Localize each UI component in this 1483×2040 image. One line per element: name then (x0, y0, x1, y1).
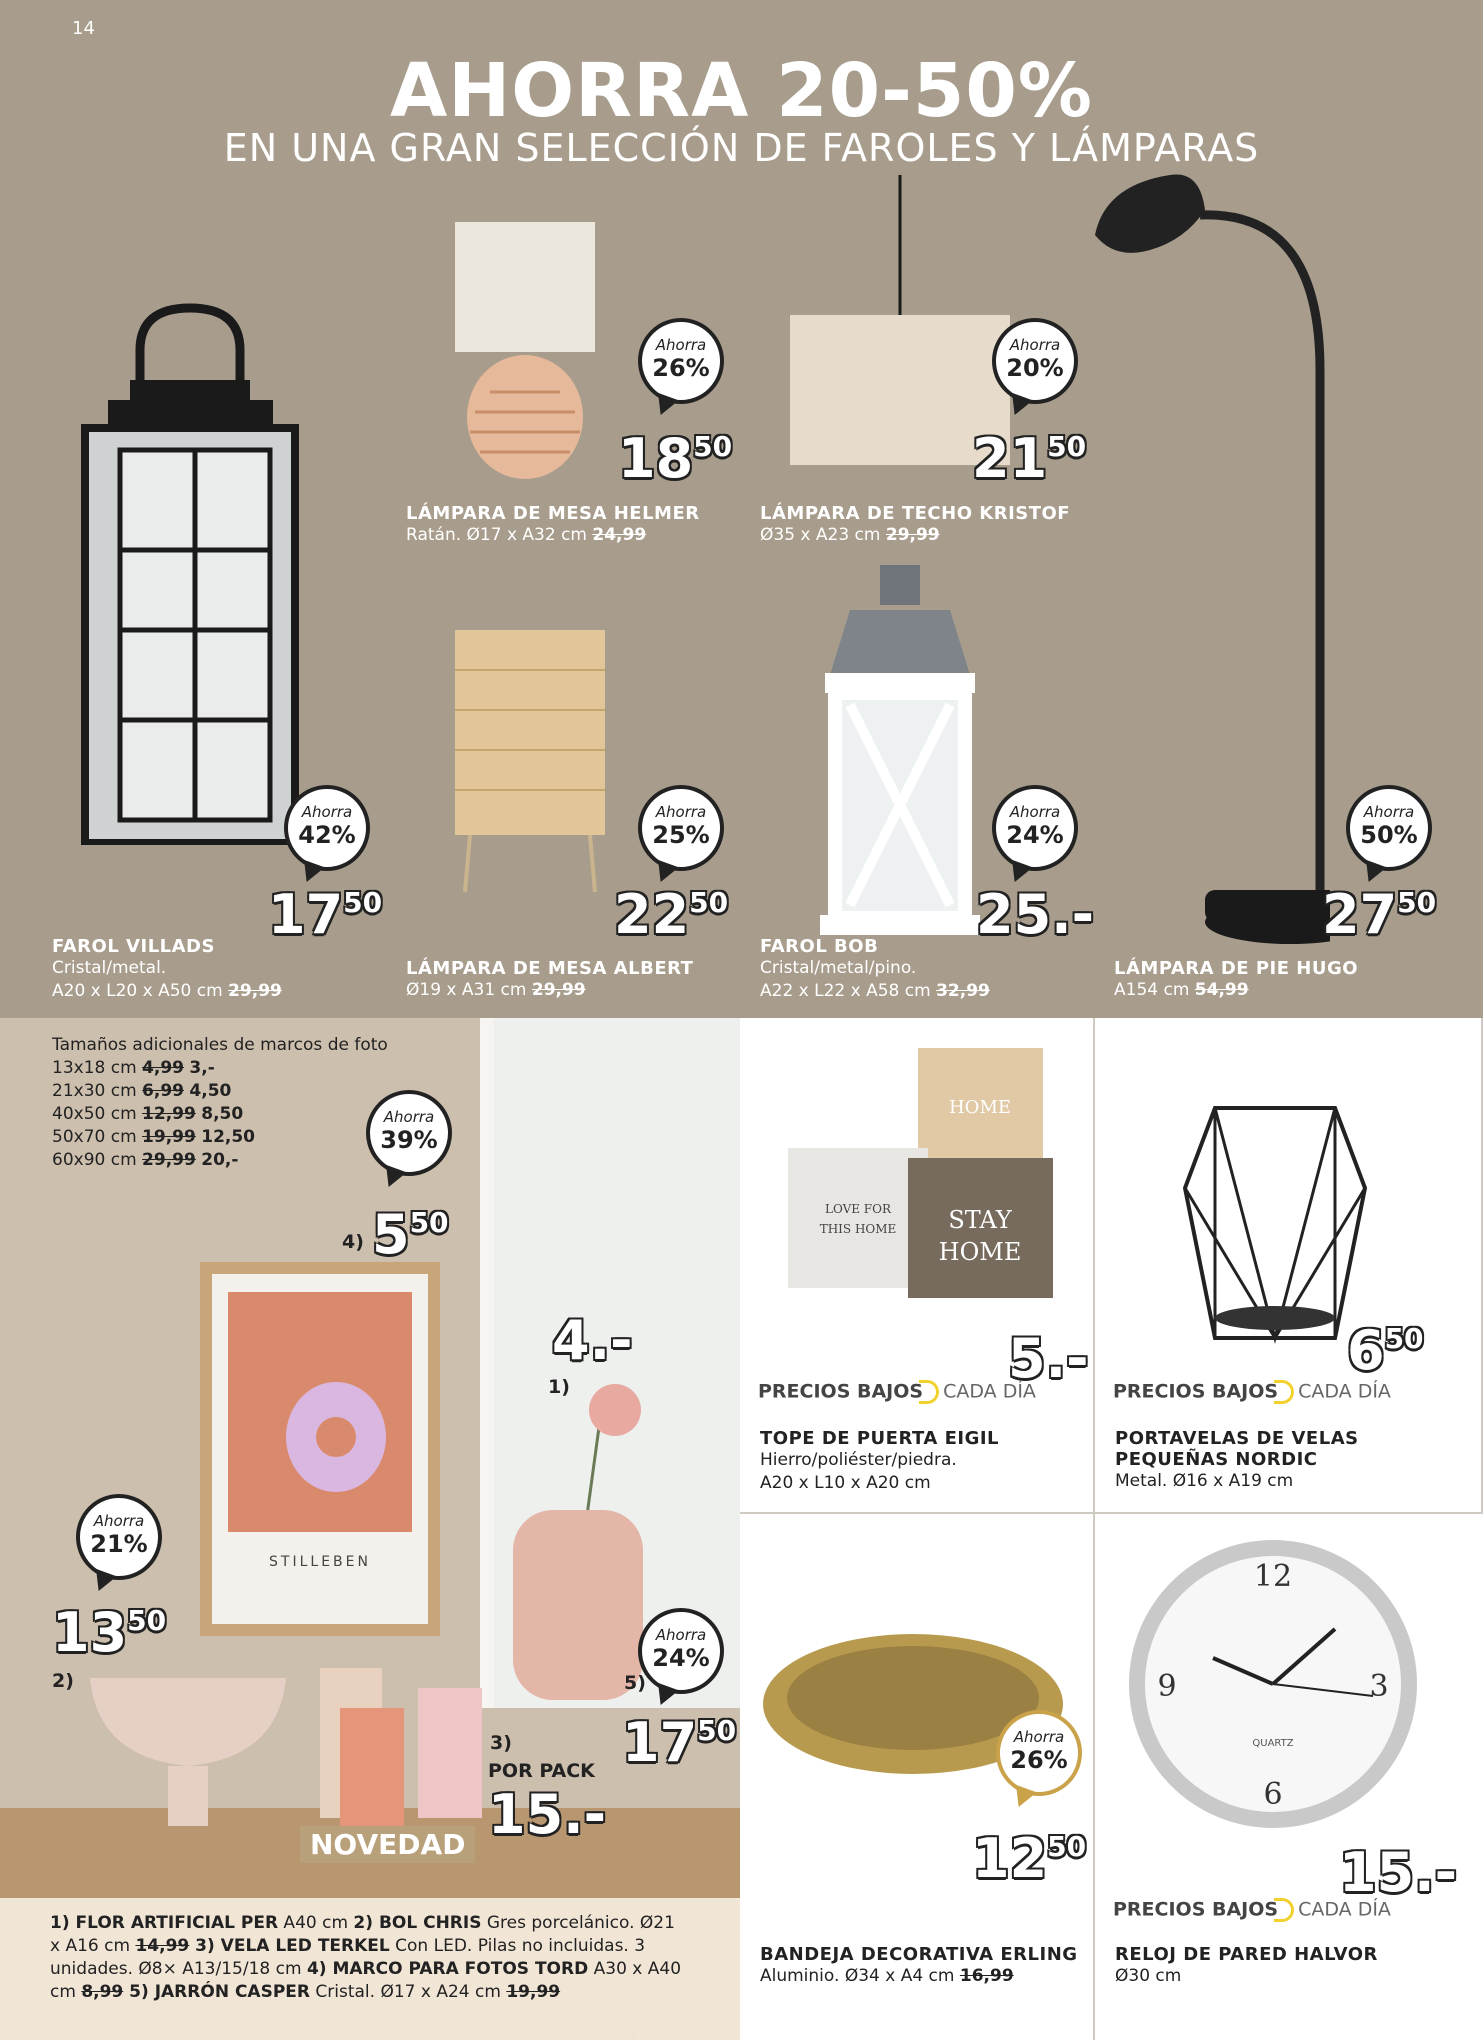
product-albert (406, 958, 693, 1002)
product-dims: A20 x L10 x A20 cm (760, 1473, 931, 1493)
save-label: Ahorra (383, 1108, 435, 1126)
old-price: 6,99 (142, 1081, 184, 1101)
price-cents: 50 (1047, 430, 1087, 463)
save-pct: 26% (1010, 1746, 1068, 1774)
save-badge (996, 1710, 1082, 1796)
product-name: LÁMPARA DE MESA HELMER (406, 503, 700, 524)
price (552, 1309, 633, 1372)
save-pct: 21% (90, 1530, 148, 1558)
price-cents: 50 (1384, 1322, 1424, 1355)
old-price: 8,99 (81, 1982, 124, 2002)
save-badge (638, 318, 724, 404)
product-name: PORTAVELAS DE VELAS PEQUEÑAS NORDIC (1115, 1428, 1359, 1470)
lamp-helmer-image (450, 222, 600, 482)
save-badge (992, 318, 1078, 404)
product-dims: Aluminio. Ø34 x A4 cm (760, 1966, 955, 1986)
price-cents: 50 (409, 1206, 449, 1239)
frame-size-row (52, 1149, 388, 1172)
product-bob (760, 936, 990, 1003)
old-price: 19,99 (142, 1127, 196, 1147)
item-tag: 1) (548, 1376, 570, 1398)
pack-label: POR PACK (488, 1760, 595, 1782)
lamps-section (0, 0, 1483, 1018)
product-dims: Ø19 x A31 cm (406, 980, 527, 1000)
price (268, 883, 383, 946)
save-pct: 24% (652, 1644, 710, 1672)
save-pct: 25% (652, 821, 710, 849)
pb-swoosh-icon (1274, 1380, 1294, 1404)
product-name: LÁMPARA DE PIE HUGO (1114, 958, 1359, 979)
page-number: 14 (72, 18, 95, 39)
item-tag: 2) (52, 1670, 74, 1692)
item-tag: 5) (624, 1672, 646, 1694)
lantern-villads-image (80, 300, 310, 845)
price (972, 427, 1087, 490)
product-card-nordic (1095, 1018, 1483, 1514)
pb-swoosh-icon (919, 1380, 939, 1404)
save-pct: 24% (1006, 821, 1064, 849)
product-desc: Con LED. Pilas no incluidas. 3 unidades. Ø8× A13/15/18 cm (50, 1936, 646, 1979)
product-hugo (1114, 958, 1358, 1002)
product-desc: Cristal/metal/pino. (760, 958, 917, 978)
price-cents: 50 (1397, 886, 1437, 919)
poster-text: STILLEBEN (269, 1554, 371, 1570)
lamp-hugo-image (1090, 170, 1330, 950)
precios-bajos-logo (758, 1380, 1036, 1404)
save-pct: 20% (1006, 354, 1064, 382)
size: 60x90 cm (52, 1150, 137, 1170)
save-badge (76, 1494, 162, 1580)
item-tag: 3) (490, 1732, 512, 1754)
price (1339, 1841, 1458, 1904)
photo-frame-image (200, 1262, 440, 1636)
save-label: Ahorra (655, 336, 707, 354)
save-label: Ahorra (93, 1512, 145, 1530)
new-price: 4,50 (189, 1081, 232, 1101)
precios-bajos-logo (1113, 1380, 1391, 1404)
product-card-halvor (1095, 1514, 1483, 2040)
price (614, 883, 729, 946)
pb-swoosh-icon (1274, 1898, 1294, 1922)
pb-text: CADA DÍA (1298, 1898, 1391, 1921)
lamp-albert-image (450, 630, 610, 895)
pb-text: PRECIOS BAJOS (758, 1380, 924, 1403)
save-pct: 42% (298, 821, 356, 849)
clock-numeral: 9 (1157, 1669, 1177, 1704)
old-price: 16,99 (959, 1966, 1014, 1986)
doorstop-image (778, 1038, 1058, 1298)
old-price: 4,99 (142, 1058, 184, 1078)
product-desc: A40 cm (278, 1913, 354, 1933)
frame-size-row (52, 1103, 388, 1126)
save-label: Ahorra (1009, 803, 1061, 821)
product-name: 4) MARCO PARA FOTOS TORD (306, 1959, 589, 1979)
save-badge (1346, 785, 1432, 871)
lifestyle-scene (0, 1018, 740, 2040)
candle-holder-image (1175, 1098, 1375, 1358)
product-info (760, 1428, 999, 1495)
price-int: 22 (614, 883, 690, 946)
clock-numeral: 6 (1263, 1777, 1283, 1812)
item-tag: 4) (342, 1231, 364, 1253)
save-label: Ahorra (301, 803, 353, 821)
save-label: Ahorra (1013, 1728, 1065, 1746)
subheadline: EN UNA GRAN SELECCIÓN DE FAROLES Y LÁMPARAS (223, 126, 1260, 170)
price-cents: 50 (697, 1714, 737, 1747)
old-price: 29,99 (885, 525, 940, 545)
new-price: 20,- (201, 1150, 239, 1170)
product-dims: Ø35 x A23 cm (760, 525, 881, 545)
old-price: 29,99 (142, 1150, 196, 1170)
price-int: 13 (52, 1601, 128, 1664)
save-pct: 50% (1360, 821, 1418, 849)
product-dims: A154 cm (1114, 980, 1190, 1000)
price-int: 27 (1322, 883, 1398, 946)
price-int: 6 (1347, 1319, 1385, 1382)
pb-text: CADA DÍA (943, 1380, 1036, 1403)
price (1322, 883, 1437, 946)
pb-text: CADA DÍA (1298, 1380, 1391, 1403)
price (372, 1203, 449, 1266)
product-name: LÁMPARA DE TECHO KRISTOF (760, 503, 1071, 524)
save-badge (284, 785, 370, 871)
svg-text:HOME: HOME (938, 1238, 1022, 1266)
price (976, 883, 1095, 946)
old-price: 12,99 (142, 1104, 196, 1124)
product-helmer (406, 503, 700, 547)
old-price: 19,99 (506, 1982, 561, 2002)
price-int: 4.- (552, 1309, 633, 1372)
clock-numeral: 12 (1253, 1559, 1293, 1594)
price-int: 15.- (1339, 1841, 1458, 1904)
old-price: 24,99 (592, 525, 647, 545)
price (622, 1711, 737, 1774)
save-label: Ahorra (1009, 336, 1061, 354)
frame-size-row (52, 1080, 388, 1103)
new-price: 8,50 (201, 1104, 244, 1124)
pb-text: PRECIOS BAJOS (1113, 1380, 1279, 1403)
price-int: 5 (372, 1203, 410, 1266)
price-int: 17 (268, 883, 344, 946)
save-badge (638, 785, 724, 871)
product-card-eigil (740, 1018, 1095, 1514)
product-kristof (760, 503, 1070, 547)
old-price: 54,99 (1194, 980, 1249, 1000)
bowl-candles-image (88, 1648, 488, 1848)
old-price: 14,99 (135, 1936, 190, 1956)
frame-sizes-title: Tamaños adicionales de marcos de foto (52, 1035, 388, 1055)
price-int: 25.- (976, 883, 1095, 946)
price (1347, 1319, 1424, 1382)
price (1008, 1327, 1089, 1390)
product-desc: A30 x A40 cm (50, 1959, 682, 2002)
product-info (1115, 1428, 1365, 1493)
save-label: Ahorra (655, 803, 707, 821)
product-info (1115, 1944, 1378, 1988)
size: 50x70 cm (52, 1127, 137, 1147)
price-int: 17 (622, 1711, 698, 1774)
product-name: 2) BOL CHRIS (353, 1913, 482, 1933)
product-name: TOPE DE PUERTA EIGIL (760, 1428, 1000, 1449)
frame-sizes-list (52, 1034, 388, 1172)
price-int: 15.- (488, 1783, 607, 1846)
price-cents: 50 (689, 886, 729, 919)
size: 40x50 cm (52, 1104, 137, 1124)
clock-numeral: 3 (1369, 1669, 1389, 1704)
product-desc: Gres porcelánico. Ø21 x A16 cm (50, 1913, 675, 1956)
old-price: 29,99 (531, 980, 586, 1000)
svg-text:THIS HOME: THIS HOME (819, 1222, 897, 1236)
product-dims: A22 x L22 x A58 cm (760, 981, 931, 1001)
product-name: 3) VELA LED TERKEL (189, 1936, 390, 1956)
price (618, 427, 733, 490)
svg-text:STAY: STAY (948, 1206, 1012, 1234)
svg-text:LOVE FOR: LOVE FOR (824, 1202, 892, 1216)
product-name: FAROL VILLADS (52, 936, 215, 957)
scene-product-info (0, 1898, 740, 2040)
old-price: 29,99 (228, 981, 282, 1001)
frame-size-row (52, 1126, 388, 1149)
product-desc: Hierro/poliéster/piedra. (760, 1450, 957, 1470)
product-name: 1) FLOR ARTIFICIAL PER (50, 1913, 279, 1933)
pb-text: PRECIOS BAJOS (1113, 1898, 1279, 1921)
clock-brand: QUARTZ (1252, 1738, 1294, 1749)
product-dims: Ratán. Ø17 x A32 cm (406, 525, 587, 545)
save-badge (638, 1608, 724, 1694)
price-int: 5.- (1008, 1327, 1089, 1390)
save-label: Ahorra (655, 1626, 707, 1644)
save-pct: 26% (652, 354, 710, 382)
frame-size-row (52, 1057, 388, 1080)
product-name: RELOJ DE PARED HALVOR (1115, 1944, 1378, 1965)
wall-clock-image (1123, 1534, 1423, 1834)
svg-text:HOME: HOME (948, 1097, 1012, 1118)
product-dims: Ø30 cm (1115, 1966, 1182, 1986)
product-name: 5) JARRÓN CASPER (123, 1982, 310, 2002)
lantern-bob-image (810, 565, 990, 935)
product-name: BANDEJA DECORATIVA ERLING (760, 1944, 1078, 1965)
price-cents: 50 (693, 430, 733, 463)
save-pct: 39% (380, 1126, 438, 1154)
save-badge (366, 1090, 452, 1176)
headline: AHORRA 20-50% (390, 48, 1093, 134)
price-cents: 50 (127, 1604, 167, 1637)
precios-bajos-logo (1113, 1898, 1391, 1922)
product-name: LÁMPARA DE MESA ALBERT (406, 958, 694, 979)
product-dims: A20 x L20 x A50 cm (52, 981, 223, 1001)
price-cents: 50 (1047, 1830, 1087, 1863)
product-desc: Cristal. Ø17 x A24 cm (310, 1982, 507, 2002)
product-card-erling (740, 1514, 1095, 2040)
price-int: 12 (972, 1827, 1048, 1890)
product-info (760, 1944, 1078, 1988)
new-price: 3,- (189, 1058, 215, 1078)
price-cents: 50 (343, 886, 383, 919)
price-int: 18 (618, 427, 694, 490)
size: 13x18 cm (52, 1058, 137, 1078)
new-price: 12,50 (201, 1127, 256, 1147)
save-label: Ahorra (1363, 803, 1415, 821)
size: 21x30 cm (52, 1081, 137, 1101)
old-price: 32,99 (936, 981, 990, 1001)
novedad-badge: NOVEDAD (300, 1826, 475, 1863)
product-villads (52, 936, 282, 1003)
vase-flower-image (505, 1380, 655, 1710)
price-int: 21 (972, 427, 1048, 490)
price (488, 1783, 607, 1846)
save-badge (992, 785, 1078, 871)
product-dims: Metal. Ø16 x A19 cm (1115, 1471, 1294, 1491)
price (972, 1827, 1087, 1890)
product-name: FAROL BOB (760, 936, 879, 957)
product-desc: Cristal/metal. (52, 958, 167, 978)
